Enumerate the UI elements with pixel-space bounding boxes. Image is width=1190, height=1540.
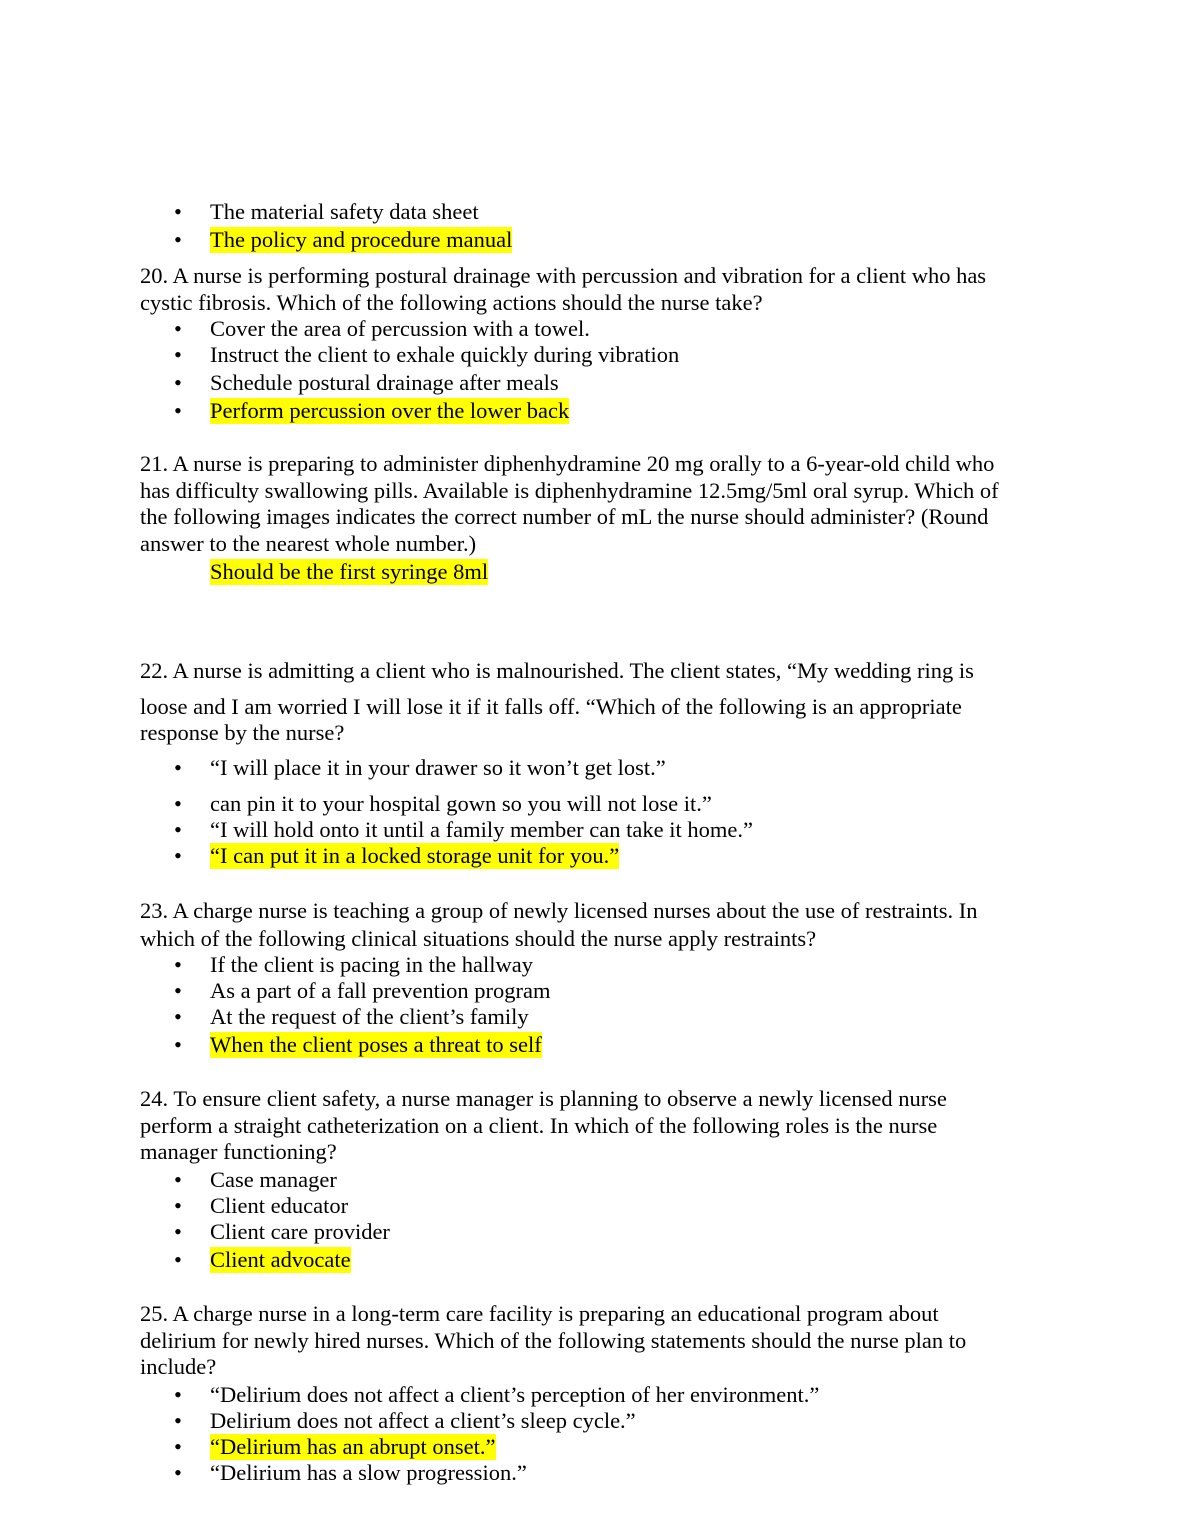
bullet: • <box>174 755 182 780</box>
q23-option-4-answer: When the client poses a threat to self <box>210 1032 542 1057</box>
q20-option-3: Schedule postural drainage after meals <box>210 370 559 395</box>
bullet: • <box>174 1434 182 1459</box>
q23-option-2: As a part of a fall prevention program <box>210 978 551 1003</box>
q24-option-1: Case manager <box>210 1167 337 1192</box>
q22-option-2: can pin it to your hospital gown so you will not lose it.” <box>210 791 712 816</box>
q20-option-1: Cover the area of percussion with a towel. <box>210 316 590 341</box>
bullet: • <box>174 1219 182 1244</box>
q21-stem-line-1: 21. A nurse is preparing to administer diphenhydramine 20 mg orally to a 6-year-old child who <box>140 451 995 476</box>
bullet: • <box>174 342 182 367</box>
q24-option-3: Client care provider <box>210 1219 390 1244</box>
bullet: • <box>174 978 182 1003</box>
bullet: • <box>174 1167 182 1192</box>
q24-stem-line-1: 24. To ensure client safety, a nurse manager is planning to observe a newly licensed nurse <box>140 1086 947 1111</box>
q22-option-1: “I will place it in your drawer so it won’t get lost.” <box>210 755 666 780</box>
q25-stem-line-1: 25. A charge nurse in a long-term care facility is preparing an educational program about <box>140 1301 939 1326</box>
bullet: • <box>174 1408 182 1433</box>
q25-option-3-answer: “Delirium has an abrupt onset.” <box>210 1434 496 1459</box>
bullet: • <box>174 791 182 816</box>
q23-stem-line-1: 23. A charge nurse is teaching a group of newly licensed nurses about the use of restraints. In <box>140 898 978 923</box>
bullet: • <box>174 1460 182 1485</box>
bullet: • <box>174 227 182 252</box>
q22-stem-line-1: 22. A nurse is admitting a client who is malnourished. The client states, “My wedding ring is <box>140 658 974 683</box>
q21-stem-line-3: the following images indicates the correct number of mL the nurse should administer? (Round <box>140 504 989 529</box>
q23-option-3: At the request of the client’s family <box>210 1004 529 1029</box>
q22-stem-line-3: response by the nurse? <box>140 720 345 745</box>
q21-stem-line-4: answer to the nearest whole number.) <box>140 531 477 556</box>
q21-stem-line-2: has difficulty swallowing pills. Available is diphenhydramine 12.5mg/5ml oral syrup. Which of <box>140 478 999 503</box>
q21-answer: Should be the first syringe 8ml <box>210 559 489 584</box>
bullet: • <box>174 370 182 395</box>
q20-stem-line-1: 20. A nurse is performing postural drainage with percussion and vibration for a client who has <box>140 263 987 288</box>
q25-option-1: “Delirium does not affect a client’s perception of her environment.” <box>210 1382 820 1407</box>
q24-option-2: Client educator <box>210 1193 349 1218</box>
bullet: • <box>174 1382 182 1407</box>
bullet: • <box>174 817 182 842</box>
bullet: • <box>174 952 182 977</box>
q25-option-2: Delirium does not affect a client’s sleep cycle.” <box>210 1408 636 1433</box>
q24-stem-line-2: perform a straight catheterization on a client. In which of the following roles is the nurse <box>140 1113 938 1138</box>
q24-option-4-answer: Client advocate <box>210 1247 351 1272</box>
bullet: • <box>174 1247 182 1272</box>
q24-stem-line-3: manager functioning? <box>140 1139 337 1164</box>
bullet: • <box>174 199 182 224</box>
q25-stem-line-3: include? <box>140 1354 217 1379</box>
q23-option-1: If the client is pacing in the hallway <box>210 952 534 977</box>
q22-option-3: “I will hold onto it until a family member can take it home.” <box>210 817 753 842</box>
bullet: • <box>174 1193 182 1218</box>
q20-stem-line-2: cystic fibrosis. Which of the following actions should the nurse take? <box>140 290 763 315</box>
q20-option-2: Instruct the client to exhale quickly during vibration <box>210 342 680 367</box>
q22-stem-line-2: loose and I am worried I will lose it if it falls off. “Which of the following is an appropriate <box>140 694 962 719</box>
q19-option-1: The material safety data sheet <box>210 199 479 224</box>
q22-option-4-answer: “I can put it in a locked storage unit for you.” <box>210 843 620 868</box>
q25-option-4: “Delirium has a slow progression.” <box>210 1460 527 1485</box>
q23-stem-line-2: which of the following clinical situations should the nurse apply restraints? <box>140 926 817 951</box>
bullet: • <box>174 316 182 341</box>
bullet: • <box>174 1004 182 1029</box>
q19-option-2-answer: The policy and procedure manual <box>210 227 513 252</box>
bullet: • <box>174 398 182 423</box>
bullet: • <box>174 1032 182 1057</box>
q20-option-4-answer: Perform percussion over the lower back <box>210 398 570 423</box>
bullet: • <box>174 843 182 868</box>
q25-stem-line-2: delirium for newly hired nurses. Which of the following statements should the nurse plan to <box>140 1328 967 1353</box>
